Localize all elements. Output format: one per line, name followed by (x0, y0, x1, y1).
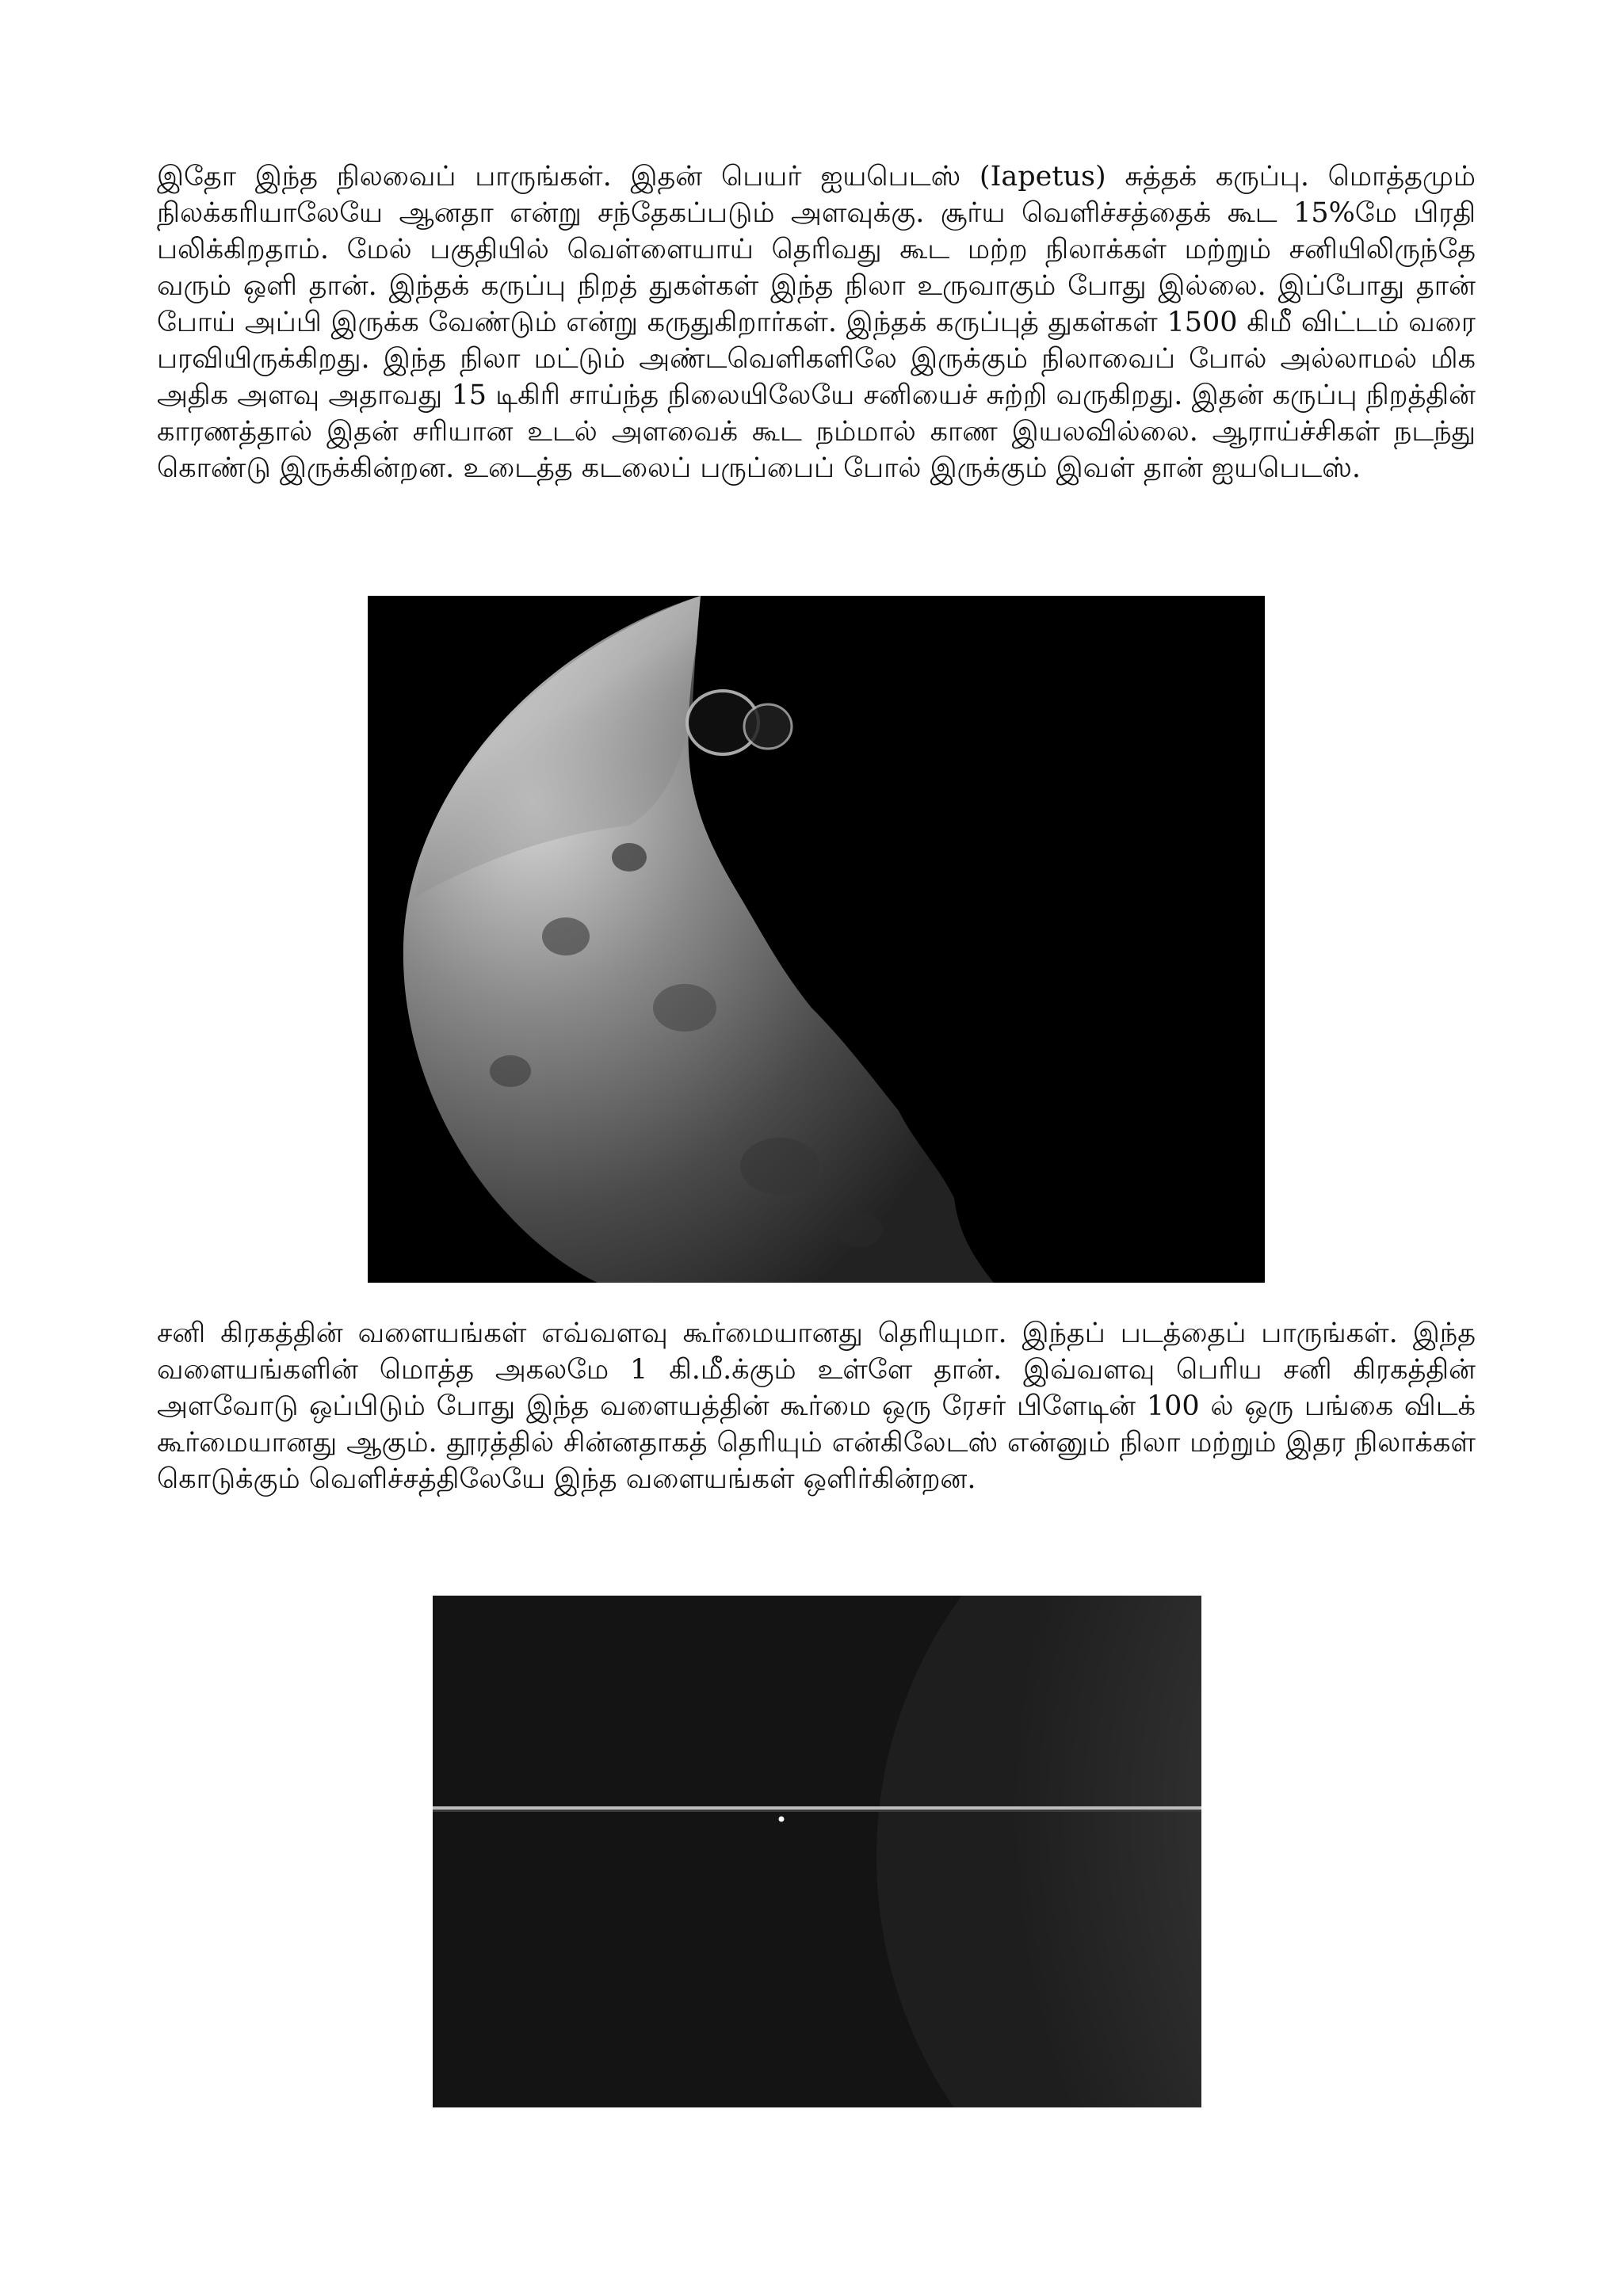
paragraph-iapetus: இதோ இந்த நிலவைப் பாருங்கள். இதன் பெயர் ஐயபெடஸ் (Iapetus) சுத்தக் கருப்பு. மொத்தமும் நிலக்கரியாலேயே ஆனதா என்று சந்தேகப்படும் அளவுக்கு. சூர்ய வெளிச்சத்தைக் கூட 15%மே பிரதி பலிக்கிறதாம். மேல் பகுதியில் வெள்ளையாய் தெரிவது கூட மற்ற நிலாக்கள் மற்றும் சனியிலிருந்தே வரும் ஒளி தான். இந்தக் கருப்பு நிறத் துகள்கள் இந்த நிலா உருவாகும் போது இல்லை. இப்போது தான் போய் அப்பி இருக்க வேண்டும் என்று கருதுகிறார்கள். இந்தக் கருப்புத் துகள்கள் 1500 கிமீ விட்டம் வரை பரவியிருக்கிறது. இந்த நிலா மட்டும் அண்டவெளிகளிலே இருக்கும் நிலாவைப் போல் அல்லாமல் மிக அதிக அளவு அதாவது 15 டிகிரி சாய்ந்த நிலையிலேயே சனியைச் சுற்றி வருகிறது. இதன் கருப்பு நிறத்தின் காரணத்தால் இதன் சரியான உடல் அளவைக் கூட நம்மால் காண இயலவில்லை. ஆராய்ச்சிகள் நடந்து கொண்டு இருக்கின்றன. உடைத்த கடலைப் பருப்பைப் போல் இருக்கும் இவள் தான் ஐயபெடஸ். (157, 161, 1476, 484)
saturn-rings-edge-on-photo (433, 1596, 1201, 2107)
paragraph-saturn-rings: சனி கிரகத்தின் வளையங்கள் எவ்வளவு கூர்மையானது தெரியுமா. இந்தப் படத்தைப் பாருங்கள். இந்த வளையங்களின் மொத்த அகலமே 1 கி.மீ.க்கும் உள்ளே தான். இவ்வளவு பெரிய சனி கிரகத்தின் அளவோடு ஒப்பிடும் போது இந்த வளையத்தின் கூர்மை ஒரு ரேசர் பிளேடின் 100 ல் ஒரு பங்கை விடக் கூர்மையானது ஆகும். தூரத்தில் சின்னதாகத் தெரியும் என்கிலேடஸ் என்னும் நிலா மற்றும் இதர நிலாக்கள் கொடுக்கும் வெளிச்சத்திலேயே இந்த வளையங்கள் ஒளிர்கின்றன. (157, 1318, 1476, 1495)
iapetus-moon-photo (368, 596, 1265, 1283)
